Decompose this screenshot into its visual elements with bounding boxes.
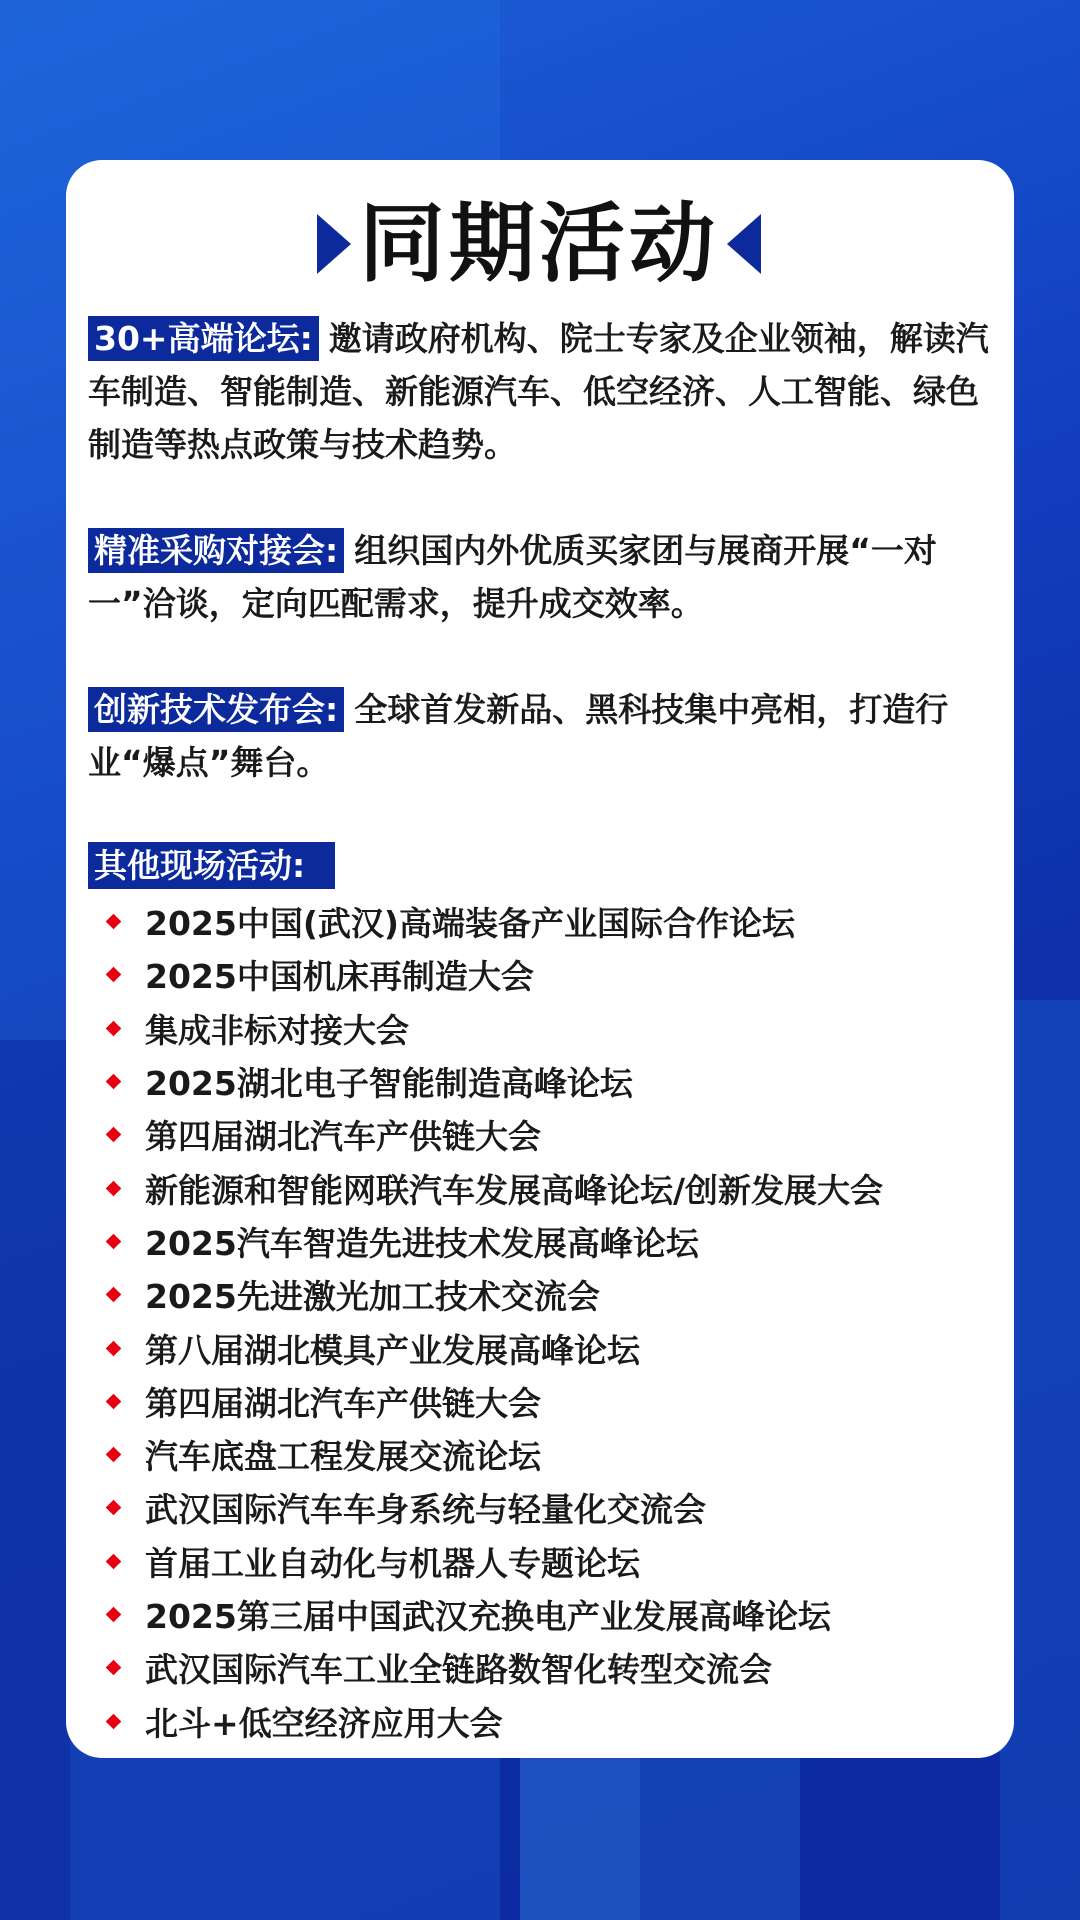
list-item bbox=[88, 1481, 990, 1534]
content-card bbox=[66, 160, 1014, 1758]
diamond-bullet-icon bbox=[106, 1607, 122, 1623]
diamond-bullet-icon bbox=[106, 1553, 122, 1569]
section-tag: 30+高端论坛: bbox=[88, 316, 319, 361]
list-item-label: 2025汽车智造先进技术发展高峰论坛 bbox=[145, 1223, 699, 1263]
background-panel bbox=[0, 1040, 70, 1920]
list-item-label: 首届工业自动化与机器人专题论坛 bbox=[145, 1543, 640, 1583]
diamond-bullet-icon bbox=[106, 1394, 122, 1410]
section-launch bbox=[88, 683, 990, 789]
list-item bbox=[88, 1428, 990, 1481]
diamond-bullet-icon bbox=[106, 1447, 122, 1463]
section-tag: 精准采购对接会: bbox=[88, 528, 344, 573]
list-item bbox=[88, 1588, 990, 1641]
list-item-label: 武汉国际汽车工业全链路数智化转型交流会 bbox=[145, 1650, 772, 1690]
list-item-label: 北斗+低空经济应用大会 bbox=[145, 1703, 503, 1743]
diamond-bullet-icon bbox=[106, 1713, 122, 1729]
diamond-bullet-icon bbox=[106, 1500, 122, 1516]
list-item-label: 2025先进激光加工技术交流会 bbox=[145, 1277, 600, 1317]
diamond-bullet-icon bbox=[106, 914, 122, 930]
others-header bbox=[88, 842, 990, 889]
list-item-label: 武汉国际汽车车身系统与轻量化交流会 bbox=[145, 1490, 706, 1530]
list-item-label: 汽车底盘工程发展交流论坛 bbox=[145, 1437, 541, 1477]
section-forum bbox=[88, 312, 990, 471]
list-item bbox=[88, 1055, 990, 1108]
list-item bbox=[88, 1108, 990, 1161]
list-item-label: 新能源和智能网联汽车发展高峰论坛/创新发展大会 bbox=[145, 1170, 884, 1210]
section-procurement bbox=[88, 524, 990, 630]
triangle-left-icon bbox=[727, 214, 761, 274]
list-item bbox=[88, 1002, 990, 1055]
list-item bbox=[88, 1535, 990, 1588]
diamond-bullet-icon bbox=[106, 1180, 122, 1196]
list-item-label: 2025中国(武汉)高端装备产业国际合作论坛 bbox=[145, 904, 796, 944]
list-item bbox=[88, 1321, 990, 1374]
list-item-label: 第四届湖北汽车产供链大会 bbox=[145, 1383, 541, 1423]
triangle-right-icon bbox=[317, 214, 351, 274]
section-text: 组织国内外优质买家团与展商开展“一对一”洽谈，定向匹配需求，提升成交效率。 bbox=[88, 531, 937, 623]
section-text: 全球首发新品、黑科技集中亮相，打造行业“爆点”舞台。 bbox=[88, 690, 949, 782]
list-item-label: 集成非标对接大会 bbox=[145, 1010, 409, 1050]
list-item bbox=[88, 1641, 990, 1694]
list-item-label: 2025第三届中国武汉充换电产业发展高峰论坛 bbox=[145, 1597, 831, 1636]
diamond-bullet-icon bbox=[106, 1074, 122, 1090]
list-item bbox=[88, 1375, 990, 1428]
list-item bbox=[88, 1694, 990, 1747]
page-title: 同期活动 bbox=[359, 193, 719, 294]
activity-list bbox=[88, 895, 990, 1748]
diamond-bullet-icon bbox=[106, 1020, 122, 1036]
list-item-label: 第八届湖北模具产业发展高峰论坛 bbox=[145, 1330, 640, 1370]
list-item-label: 2025湖北电子智能制造高峰论坛 bbox=[145, 1064, 633, 1104]
section-tag: 创新技术发布会: bbox=[88, 687, 344, 732]
diamond-bullet-icon bbox=[106, 1340, 122, 1356]
list-item bbox=[88, 1215, 990, 1268]
list-item bbox=[88, 1161, 990, 1214]
diamond-bullet-icon bbox=[106, 1234, 122, 1250]
diamond-bullet-icon bbox=[106, 1127, 122, 1143]
diamond-bullet-icon bbox=[106, 967, 122, 983]
title-row bbox=[88, 186, 990, 302]
list-item bbox=[88, 895, 990, 948]
list-item-label: 第四届湖北汽车产供链大会 bbox=[145, 1117, 541, 1157]
list-item bbox=[88, 948, 990, 1001]
diamond-bullet-icon bbox=[106, 1660, 122, 1676]
diamond-bullet-icon bbox=[106, 1287, 122, 1303]
others-tag: 其他现场活动: bbox=[88, 842, 335, 889]
list-item bbox=[88, 1268, 990, 1321]
section-text: 邀请政府机构、院士专家及企业领袖，解读汽车制造、智能制造、新能源汽车、低空经济、人工智能、绿色制造等热点政策与技术趋势。 bbox=[88, 319, 989, 464]
list-item-label: 2025中国机床再制造大会 bbox=[145, 957, 534, 997]
